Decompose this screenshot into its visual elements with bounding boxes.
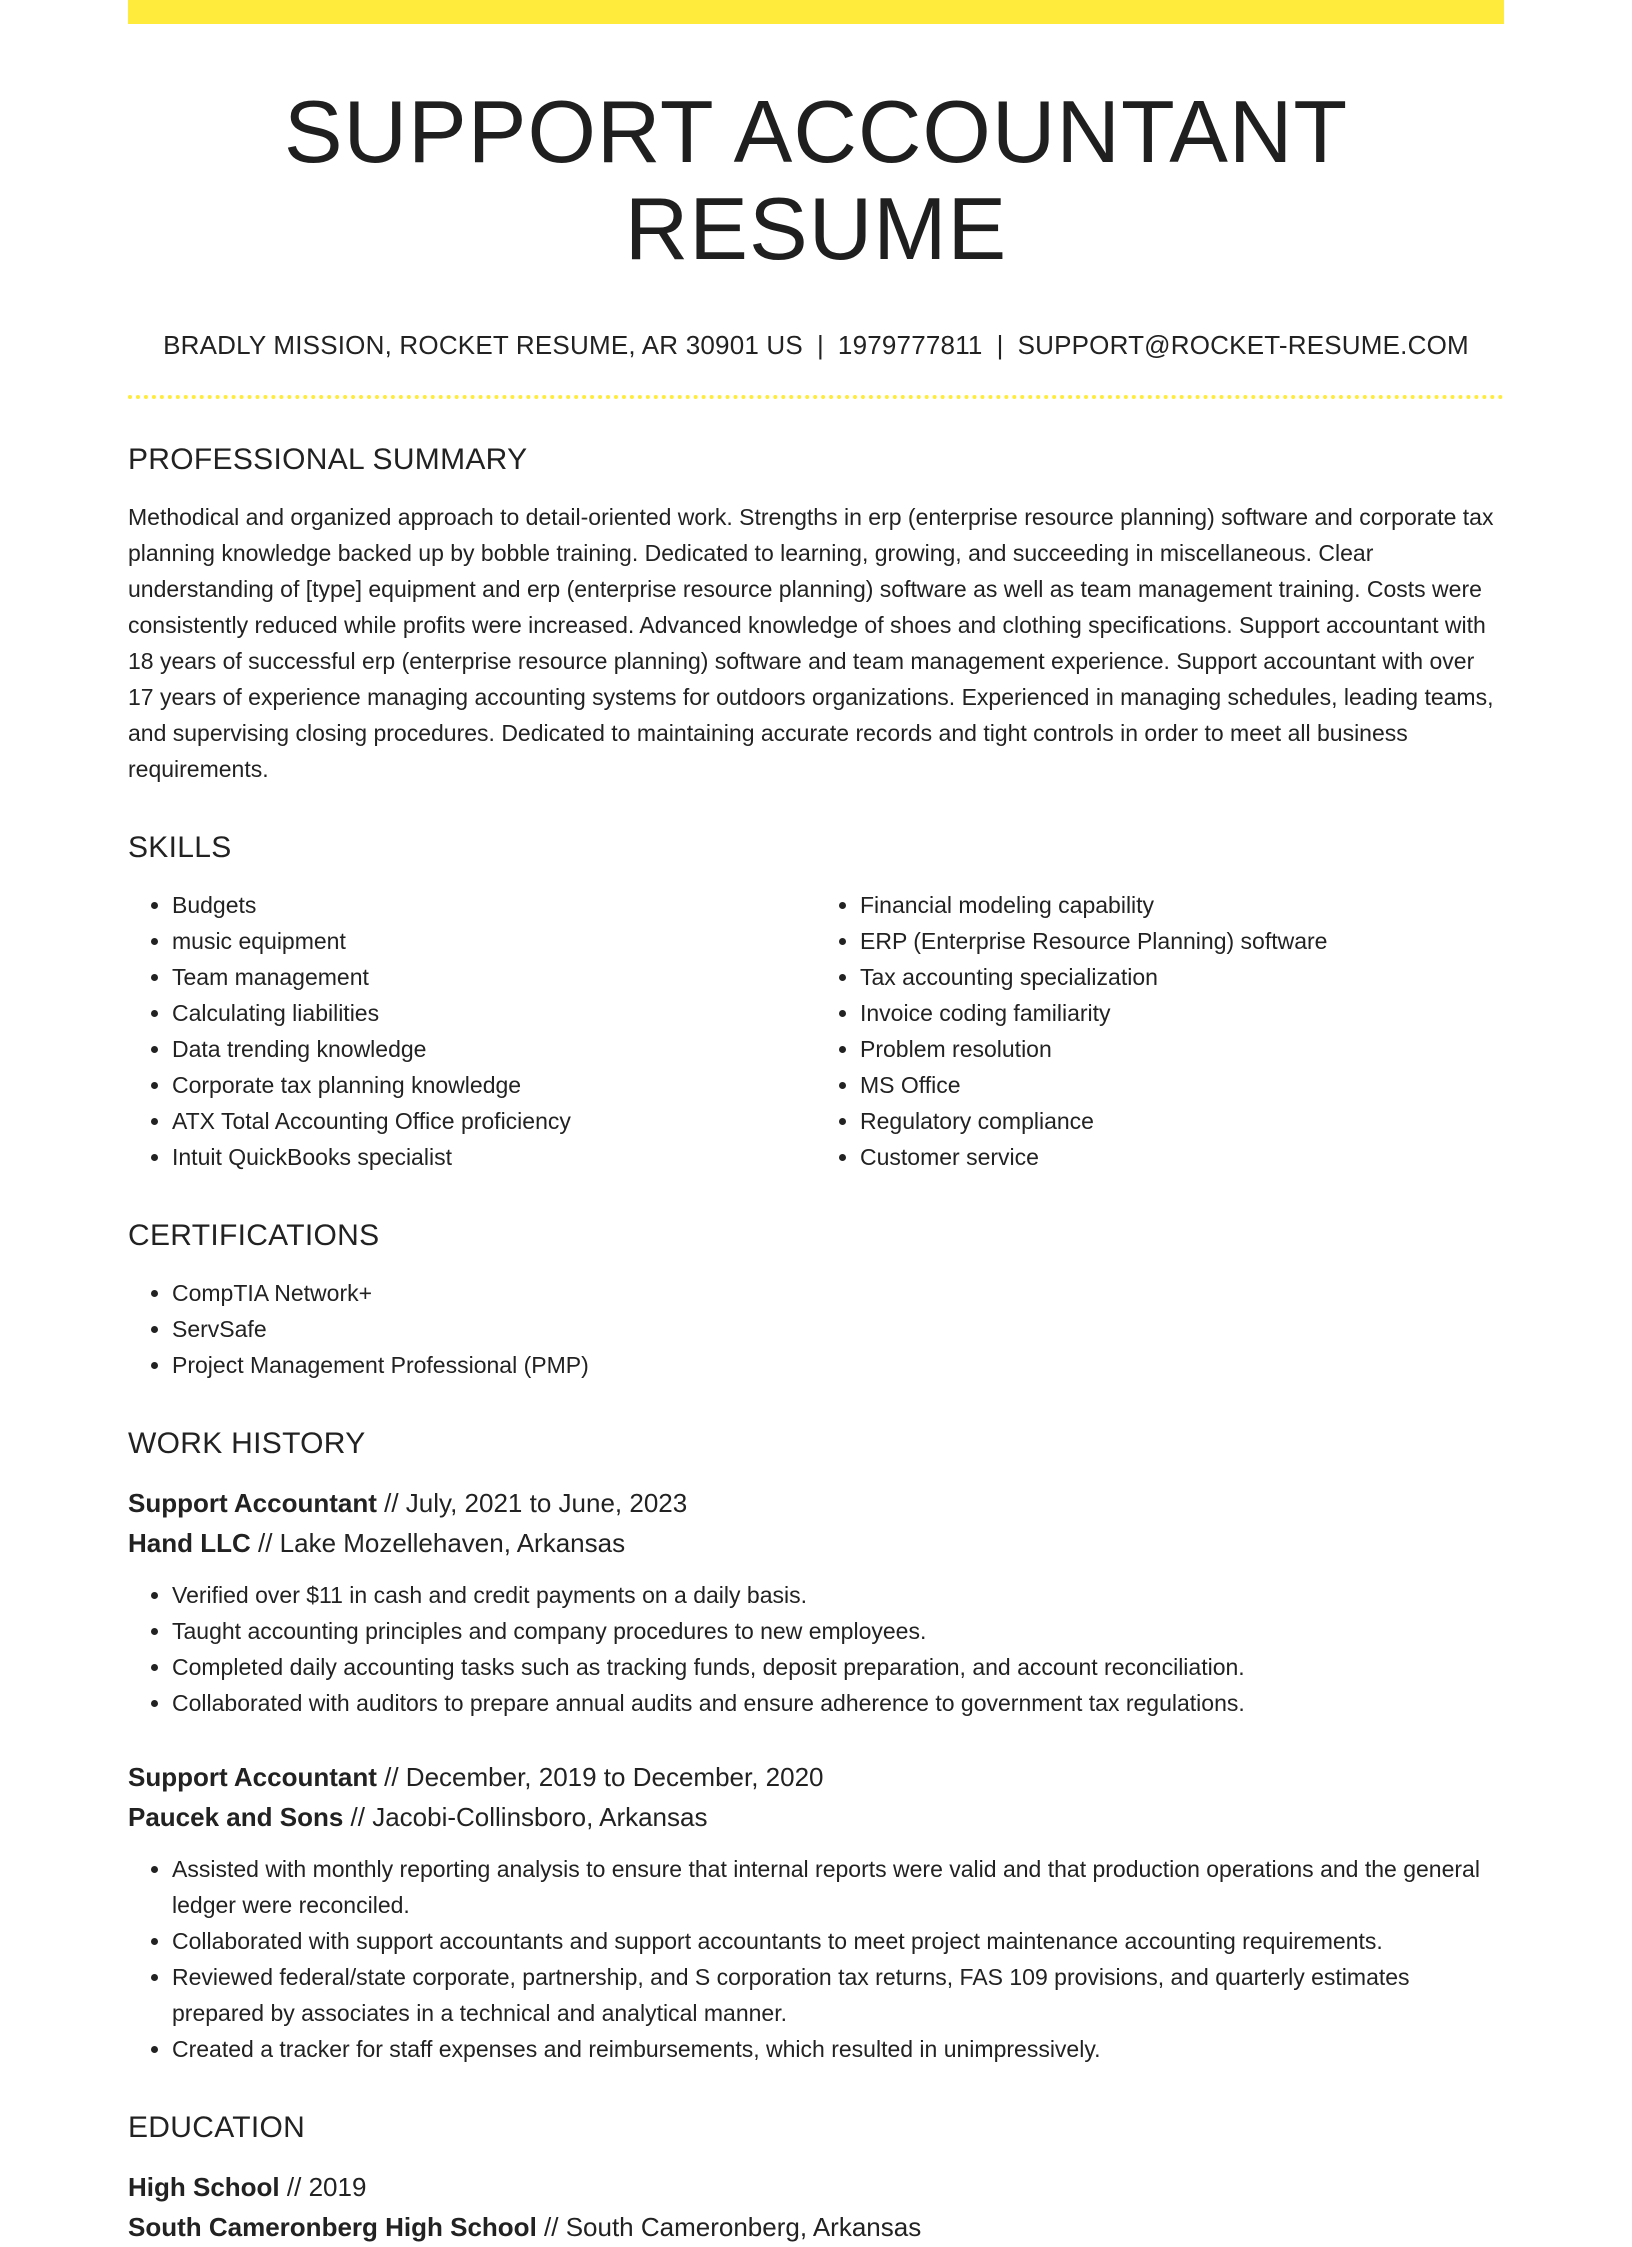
education-degree-line [128,2167,1504,2207]
job-bullets [128,1851,1504,2067]
contact-email: SUPPORT@ROCKET-RESUME.COM [1017,329,1469,360]
contact-separator: | [996,329,1004,360]
skills-heading: SKILLS [128,830,232,864]
certification-item: • ServSafe [172,1311,1504,1347]
summary-text: Methodical and organized approach to detail-oriented work. Strengths in erp (enterprise resource planning) software and corporate tax planning knowledge backed up by bobble training. Dedicated to learning, growing, and succeeding in miscellaneous. Clear understanding of [type] equipment and erp (enterprise resource planning) software as well as team management training. Costs were consistently reduced while profits were increased. Advanced knowledge of shoes and clothing specifications. Support accountant with 18 years of successful erp (enterprise resource planning) software and team management experience. Support accountant with over 17 years of experience managing accounting systems for outdoors organizations. Experienced in managing schedules, leading teams, and supervising closing procedures. Dedicated to maintaining accurate records and tight controls in order to meet all business requirements. [128,503,1494,782]
skill-item: • Team management [172,959,816,995]
job-bullet: • Taught accounting principles and company procedures to new employees. [172,1613,1504,1649]
summary-heading: PROFESSIONAL SUMMARY [128,442,528,476]
job-location: // Jacobi-Collinsboro, Arkansas [343,1801,708,1832]
job-bullet: • Assisted with monthly reporting analysis to ensure that internal reports were valid and that production operations and the general ledger were reconciled. [172,1851,1504,1923]
job-company-line [128,1797,1504,1837]
skill-item: • ATX Total Accounting Office proficiency [172,1103,816,1139]
skills-left-column [128,887,816,1175]
job-bullet: • Collaborated with support accountants and support accountants to meet project maintenance accounting requirements. [172,1923,1504,1959]
education-school-line [128,2207,1504,2247]
education-school: South Cameronberg High School [128,2211,537,2242]
job-bullets [128,1577,1504,1721]
skill-item: • Invoice coding familiarity [860,995,1504,1031]
job-title: Support Accountant [128,1761,377,1792]
skills-list [128,887,1504,1175]
skill-item: • Regulatory compliance [860,1103,1504,1139]
skill-item: • Customer service [860,1139,1504,1175]
contact-line [128,330,1504,361]
resume-page [128,0,1504,2247]
certifications-heading: CERTIFICATIONS [128,1218,380,1252]
certifications-list [128,1275,1504,1383]
skill-item: • Calculating liabilities [172,995,816,1031]
job-location: // Lake Mozellehaven, Arkansas [250,1527,626,1558]
job-company-line [128,1523,1504,1563]
job-title-line [128,1483,1504,1523]
job-dates: // July, 2021 to June, 2023 [376,1487,688,1518]
skill-item: • Problem resolution [860,1031,1504,1067]
job-bullet: • Created a tracker for staff expenses and reimbursements, which resulted in unimpressively. [172,2031,1504,2067]
job-entry [128,1757,1504,2067]
job-bullet: • Verified over $11 in cash and credit payments on a daily basis. [172,1577,1504,1613]
contact-phone: 1979777811 [837,329,983,360]
skill-item: • music equipment [172,923,816,959]
certification-item: • CompTIA Network+ [172,1275,1504,1311]
education-year: // 2019 [279,2171,367,2202]
skill-item: • Tax accounting specialization [860,959,1504,995]
job-bullet: • Reviewed federal/state corporate, partnership, and S corporation tax returns, FAS 109 provisions, and quarterly estimates prepared by associates in a technical and analytical manner. [172,1959,1504,2031]
education-degree: High School [128,2171,280,2202]
skill-item: • Intuit QuickBooks specialist [172,1139,816,1175]
dotted-divider [128,395,1504,399]
skill-item: • Data trending knowledge [172,1031,816,1067]
skill-item: • Budgets [172,887,816,923]
education-heading: EDUCATION [128,2110,306,2144]
skills-right-column [816,887,1504,1175]
skill-item: • MS Office [860,1067,1504,1103]
job-company: Hand LLC [128,1527,251,1558]
skill-item: • Corporate tax planning knowledge [172,1067,816,1103]
job-company: Paucek and Sons [128,1801,344,1832]
top-accent-bar [128,0,1504,24]
job-dates: // December, 2019 to December, 2020 [376,1761,824,1792]
work-history-heading: WORK HISTORY [128,1426,366,1460]
job-title: Support Accountant [128,1487,377,1518]
job-bullet: • Completed daily accounting tasks such as tracking funds, deposit preparation, and account reconciliation. [172,1649,1504,1685]
education-location: // South Cameronberg, Arkansas [536,2211,922,2242]
contact-separator: | [816,329,824,360]
job-title-line [128,1757,1504,1797]
certification-item: • Project Management Professional (PMP) [172,1347,1504,1383]
job-bullet: • Collaborated with auditors to prepare annual audits and ensure adherence to government tax regulations. [172,1685,1504,1721]
contact-address: BRADLY MISSION, ROCKET RESUME, AR 30901 US [163,329,803,360]
job-entry [128,1483,1504,1721]
resume-title: SUPPORT ACCOUNTANT RESUME [283,82,1349,278]
skill-item: • ERP (Enterprise Resource Planning) software [860,923,1504,959]
skill-item: • Financial modeling capability [860,887,1504,923]
